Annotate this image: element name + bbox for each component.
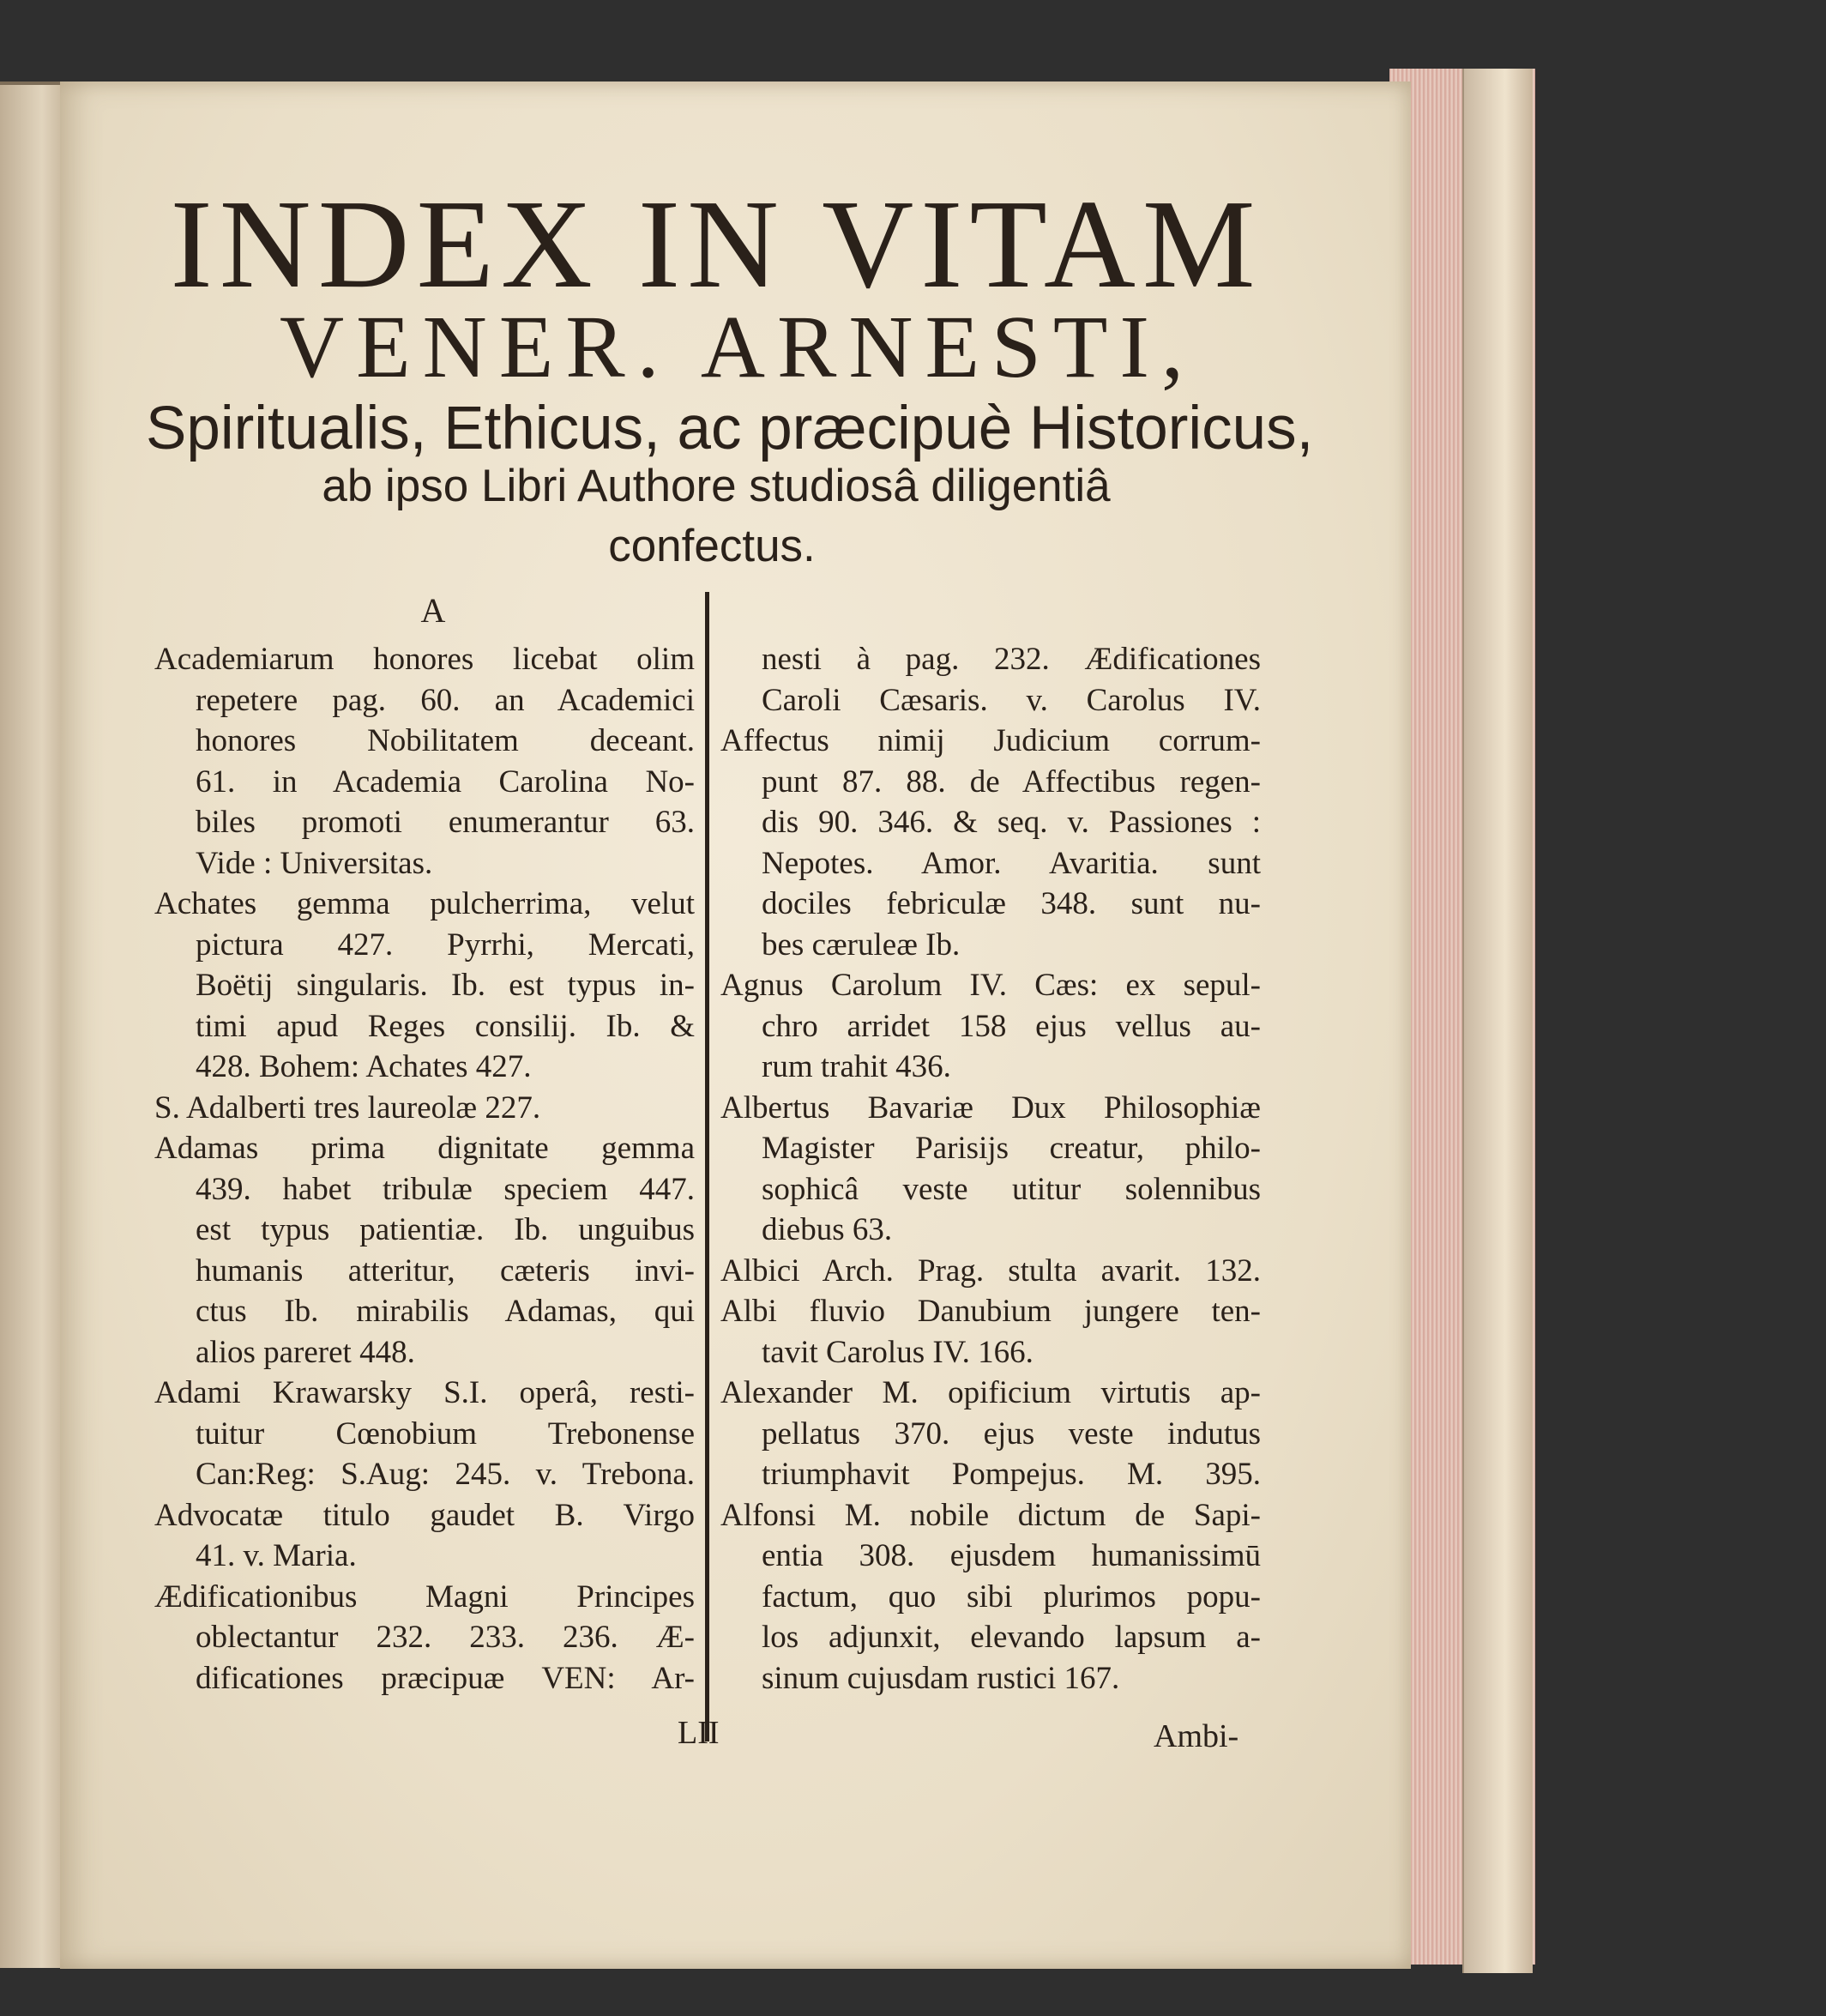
index-line: dis 90. 346. & seq. v. Passiones : <box>762 805 1261 840</box>
index-subtitle-line2: ab ipso Libri Authore studiosâ diligentiâ <box>322 461 1111 511</box>
index-line: dificationes præcipuæ VEN: Ar- <box>196 1660 695 1696</box>
left-column <box>154 639 695 1699</box>
index-line: Magister Parisijs creatur, philo- <box>762 1131 1261 1166</box>
index-line: est typus patientiæ. Ib. unguibus <box>196 1212 695 1247</box>
index-line: Ædificationibus Magni Principes <box>154 1578 695 1615</box>
index-line: pellatus 370. ejus veste indutus <box>762 1415 1261 1452</box>
index-line: honores Nobilitatem deceant. <box>196 723 695 758</box>
index-line: Adamas prima dignitate gemma <box>154 1131 695 1166</box>
right-column <box>720 639 1261 1699</box>
index-line: Adami Krawarsky S.I. operâ, resti- <box>154 1375 695 1410</box>
index-line: diebus 63. <box>762 1212 893 1247</box>
index-line: pictura 427. Pyrrhi, Mercati, <box>196 927 695 963</box>
index-line: Agnus Carolum IV. Cæs: ex sepul- <box>720 968 1261 1003</box>
index-line: Alfonsi M. nobile dictum de Sapi- <box>720 1497 1261 1533</box>
index-line: triumphavit Pompejus. M. 395. <box>762 1457 1261 1492</box>
index-line: tuitur Cœnobium Trebonense <box>196 1415 695 1452</box>
index-line: Advocatæ titulo gaudet B. Virgo <box>154 1497 695 1533</box>
index-line: Albertus Bavariæ Dux Philosophiæ <box>720 1089 1261 1126</box>
index-subtitle-line1: Spiritualis, Ethicus, ac præcipuè Historicus, <box>146 395 1314 462</box>
index-line: tavit Carolus IV. 166. <box>762 1334 1034 1370</box>
index-title-line2: VENER. ARNESTI, <box>280 298 1196 396</box>
index-line: S. Adalberti tres laureolæ 227. <box>154 1089 541 1126</box>
index-line: biles promoti enumerantur 63. <box>196 805 695 840</box>
column-divider <box>705 592 709 1741</box>
index-line: Caroli Cæsaris. v. Carolus IV. <box>762 682 1261 718</box>
index-line: Albi fluvio Danubium jungere ten- <box>720 1294 1261 1329</box>
index-line: rum trahit 436. <box>762 1049 951 1084</box>
index-line: Achates gemma pulcherrima, velut <box>154 886 695 921</box>
index-line: Alexander M. opificium virtutis ap- <box>720 1375 1261 1410</box>
index-line: Nepotes. Amor. Avaritia. sunt <box>762 845 1261 881</box>
index-line: punt 87. 88. de Affectibus regen- <box>762 764 1261 800</box>
index-line: ctus Ib. mirabilis Adamas, qui <box>196 1294 695 1329</box>
facing-page-edge <box>0 81 60 1968</box>
section-letter: A <box>420 591 446 630</box>
index-line: oblectantur 232. 233. 236. Æ- <box>196 1620 695 1655</box>
index-line: sinum cujusdam rustici 167. <box>762 1660 1120 1696</box>
index-line: timi apud Reges consilij. Ib. & <box>196 1008 695 1044</box>
index-line: Vide : Universitas. <box>196 845 433 881</box>
index-line: Academiarum honores licebat olim <box>154 642 695 677</box>
index-line: Affectus nimij Judicium corrum- <box>720 723 1261 758</box>
index-line: humanis atteritur, cæteris invi- <box>196 1252 695 1289</box>
book-cover-edge <box>1462 69 1533 1973</box>
index-line: 439. habet tribulæ speciem 447. <box>196 1171 695 1207</box>
index-line: 61. in Academia Carolina No- <box>196 764 695 800</box>
signature-mark: LII <box>678 1715 720 1751</box>
index-line: sophicâ veste utitur solennibus <box>762 1171 1261 1207</box>
index-title-line1: INDEX IN VITAM <box>170 174 1263 315</box>
index-line: entia 308. ejusdem humanissimū <box>762 1538 1261 1573</box>
index-line: los adjunxit, elevando lapsum a- <box>762 1620 1261 1655</box>
index-line: alios pareret 448. <box>196 1334 415 1370</box>
index-line: 428. Bohem: Achates 427. <box>196 1049 532 1084</box>
index-line: Boëtij singularis. Ib. est typus in- <box>196 968 695 1003</box>
index-line: Can:Reg: S.Aug: 245. v. Trebona. <box>196 1457 695 1492</box>
index-line: nesti à pag. 232. Ædificationes <box>762 642 1261 677</box>
index-line: factum, quo sibi plurimos popu- <box>762 1578 1261 1615</box>
index-line: dociles febriculæ 348. sunt nu- <box>762 886 1261 921</box>
catchword: Ambi- <box>1154 1718 1239 1754</box>
index-line: repetere pag. 60. an Academici <box>196 682 695 718</box>
index-subtitle-line3: confectus. <box>608 521 816 571</box>
index-line: 41. v. Maria. <box>196 1538 357 1573</box>
index-line: chro arridet 158 ejus vellus au- <box>762 1008 1261 1044</box>
index-line: bes cæruleæ Ib. <box>762 927 961 963</box>
index-line: Albici Arch. Prag. stulta avarit. 132. <box>720 1252 1261 1289</box>
